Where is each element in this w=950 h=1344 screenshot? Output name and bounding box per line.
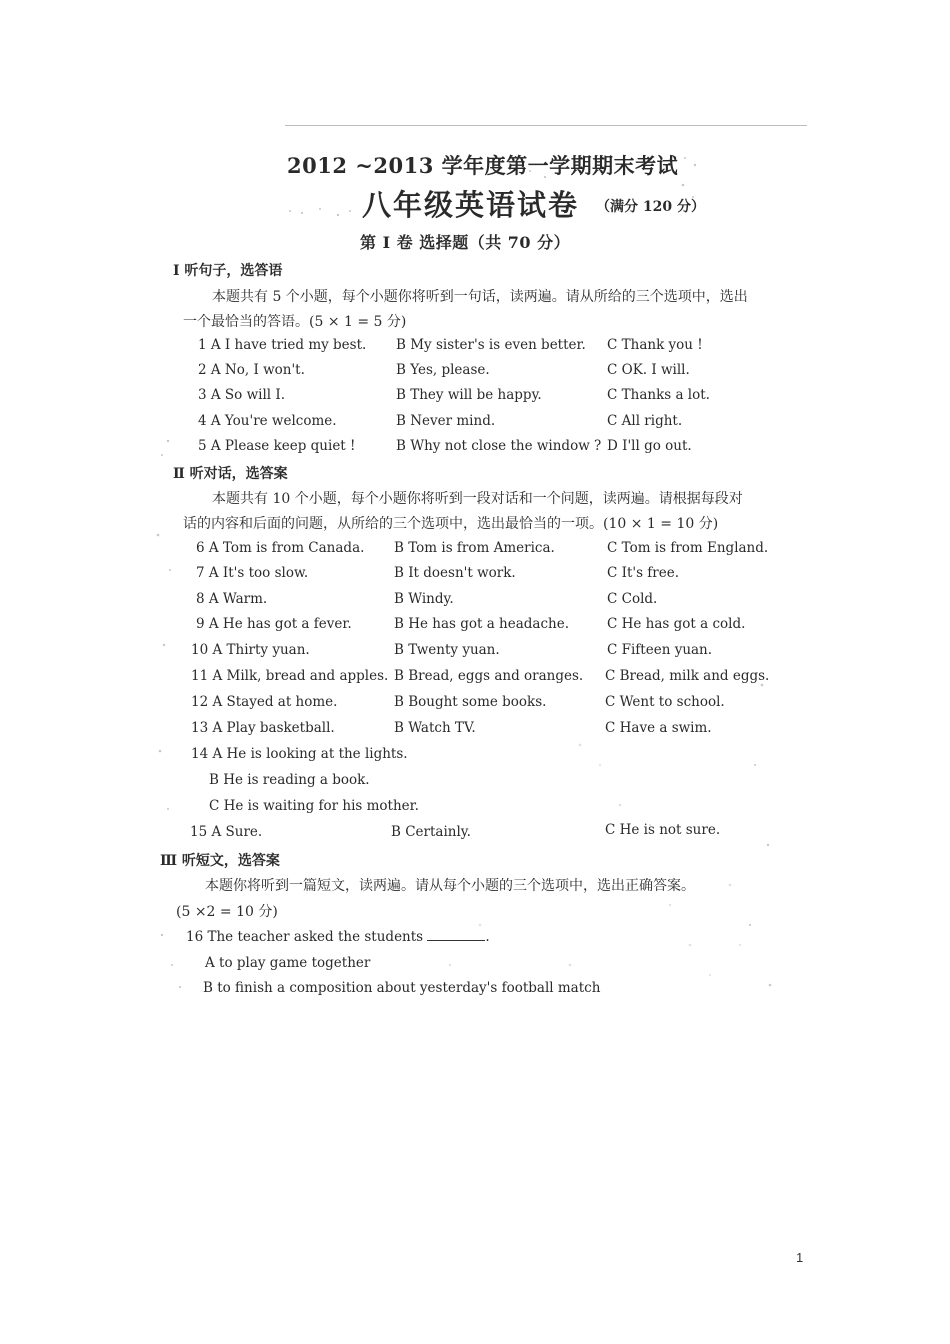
- section-3-heading: Ⅲ 听短文，选答案: [160, 853, 280, 869]
- question-1-option-c: C Thank you !: [607, 337, 703, 353]
- question-15-option-b: B Certainly.: [391, 824, 471, 840]
- question-6-option-a: 6 A Tom is from Canada.: [196, 540, 365, 556]
- question-12-option-b: B Bought some books.: [394, 694, 547, 710]
- question-2-option-b: B Yes, please.: [396, 362, 490, 378]
- question-4-option-c: C All right.: [607, 413, 683, 429]
- question-9-option-b: B He has got a headache.: [394, 616, 570, 632]
- question-9-option-c: C He has got a cold.: [607, 616, 746, 632]
- question-3-option-a: 3 A So will I.: [198, 387, 286, 403]
- question-16-text: 16 The teacher asked the students: [186, 929, 424, 945]
- question-14-option-a: 14 A He is looking at the lights.: [191, 746, 408, 762]
- question-6-option-b: B Tom is from America.: [394, 540, 555, 556]
- question-13-option-b: B Watch TV.: [394, 720, 476, 736]
- question-3-option-c: C Thanks a lot.: [607, 387, 710, 403]
- section-2-instruction-line2: 话的内容和后面的问题，从所给的三个选项中，选出最恰当的一项。(10 × 1 = 10 分): [183, 516, 719, 532]
- section-3-instruction-line2: (5 ×2 = 10 分): [176, 904, 278, 920]
- section-1-instruction-line1: 本题共有 5 个小题，每个小题你将听到一句话，读两遍。请从所给的三个选项中，选出: [212, 289, 748, 305]
- question-16-stem: [186, 928, 490, 945]
- question-11-option-b: B Bread, eggs and oranges.: [394, 668, 584, 684]
- full-score: （满分 120 分）: [596, 199, 705, 215]
- question-8-option-b: B Windy.: [394, 591, 454, 607]
- answer-blank: [427, 928, 485, 941]
- question-16-option-a: A to play game together: [205, 955, 371, 971]
- question-9-option-a: 9 A He has got a fever.: [196, 616, 352, 632]
- question-15-option-c: C He is not sure.: [605, 822, 721, 838]
- question-11-option-c: C Bread, milk and eggs.: [605, 668, 770, 684]
- question-5-option-a: 5 A Please keep quiet !: [198, 438, 356, 454]
- question-15-option-a: 15 A Sure.: [190, 824, 263, 840]
- section-3-instruction-line1: 本题你将听到一篇短文，读两遍。请从每个小题的三个选项中，选出正确答案。: [205, 878, 695, 894]
- question-10-option-b: B Twenty yuan.: [394, 642, 500, 658]
- question-14-option-c: C He is waiting for his mother.: [209, 798, 419, 814]
- question-1-option-a: 1 A I have tried my best.: [198, 337, 367, 353]
- question-3-option-b: B They will be happy.: [396, 387, 542, 403]
- question-12-option-c: C Went to school.: [605, 694, 725, 710]
- section-2-instruction-line1: 本题共有 10 个小题，每个小题你将听到一段对话和一个问题，读两遍。请根据每段对: [212, 491, 743, 507]
- question-7-option-b: B It doesn't work.: [394, 565, 516, 581]
- page-number: 1: [796, 1250, 804, 1265]
- question-16-period: .: [485, 929, 490, 945]
- exam-title: 2012 ~2013 学年度第一学期期末考试: [287, 153, 679, 178]
- question-7-option-a: 7 A It's too slow.: [196, 565, 309, 581]
- section-2-heading: Ⅱ 听对话，选答案: [173, 466, 288, 482]
- question-5-option-b: B Why not close the window ?: [396, 438, 602, 454]
- question-8-option-a: 8 A Warm.: [196, 591, 268, 607]
- section-1-instruction-line2: 一个最恰当的答语。(5 × 1 = 5 分): [183, 314, 407, 330]
- question-12-option-a: 12 A Stayed at home.: [191, 694, 338, 710]
- question-4-option-a: 4 A You're welcome.: [198, 413, 337, 429]
- question-6-option-c: C Tom is from England.: [607, 540, 769, 556]
- exam-subject-title: 八年级英语试卷: [362, 188, 580, 222]
- question-14-option-b: B He is reading a book.: [209, 772, 370, 788]
- question-13-option-c: C Have a swim.: [605, 720, 712, 736]
- question-10-option-c: C Fifteen yuan.: [607, 642, 713, 658]
- question-8-option-c: C Cold.: [607, 591, 658, 607]
- question-4-option-b: B Never mind.: [396, 413, 496, 429]
- section-1-heading: Ⅰ 听句子，选答语: [173, 263, 283, 279]
- question-2-option-c: C OK. I will.: [607, 362, 690, 378]
- question-1-option-b: B My sister's is even better.: [396, 337, 586, 353]
- question-2-option-a: 2 A No, I won't.: [198, 362, 305, 378]
- question-16-option-b: B to finish a composition about yesterday's football match: [203, 980, 601, 996]
- question-7-option-c: C It's free.: [607, 565, 680, 581]
- question-10-option-a: 10 A Thirty yuan.: [191, 642, 310, 658]
- question-13-option-a: 13 A Play basketball.: [191, 720, 335, 736]
- question-5-option-c: D I'll go out.: [607, 438, 692, 454]
- part-title: 第 I 卷 选择题（共 70 分）: [360, 233, 571, 252]
- question-11-option-a: 11 A Milk, bread and apples.: [191, 668, 389, 684]
